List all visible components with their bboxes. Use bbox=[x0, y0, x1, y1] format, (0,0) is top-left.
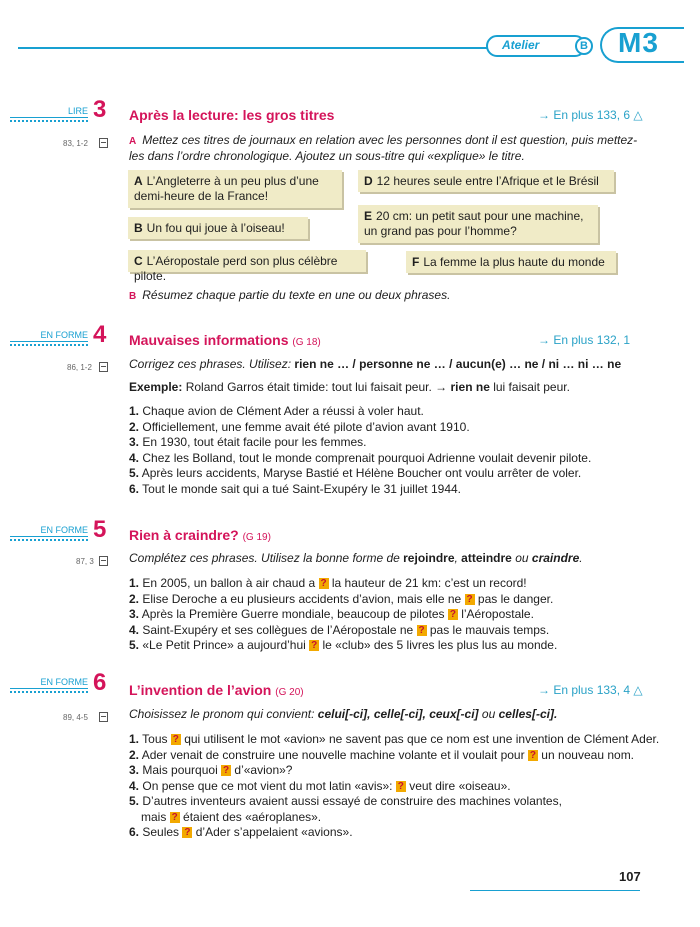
list-item: 1. Tous ? qui utilisent le mot «avion» ne savent pas que ce nom est une invention de Clément Ader. bbox=[129, 732, 660, 746]
item-text: «Le Petit Prince» a aujourd’hui bbox=[142, 638, 306, 652]
item-text: Ader venait de construire une nouvelle machine volante et il voulait pour bbox=[141, 747, 525, 762]
book-icon bbox=[99, 712, 108, 722]
instruction-text: Corrigez ces phrases. Utilisez: bbox=[129, 357, 292, 371]
exercise-list bbox=[129, 576, 679, 654]
item-text: le «club» des 5 livres les plus lus au monde. bbox=[322, 638, 558, 652]
instruction bbox=[129, 707, 669, 722]
item-text: d’Ader s’appelaient «avions». bbox=[195, 825, 353, 839]
pronoun-3: ceux[-ci] bbox=[429, 707, 479, 721]
pronoun-2: celle[-ci], bbox=[373, 707, 426, 721]
card-text: 12 heures seule entre l’Afrique et le Brésil bbox=[376, 174, 599, 188]
headline-card bbox=[358, 170, 614, 192]
instruction-text: Choisissez le pronom qui convient: bbox=[129, 707, 315, 721]
exercise-title bbox=[129, 332, 321, 348]
item-text: pas le mauvais temps. bbox=[429, 622, 550, 637]
blank-icon: ? bbox=[529, 749, 536, 761]
instruction bbox=[129, 357, 669, 372]
blank-icon: ? bbox=[418, 624, 425, 636]
instruction-text: Résumez chaque partie du texte en une ou deux phrases. bbox=[142, 288, 451, 302]
section-tag: EN FORME bbox=[40, 330, 88, 340]
tag-rule bbox=[10, 688, 88, 689]
instruction: Complétez ces phrases. Utilisez la bonne forme de rejoindre, atteindre ou craindre. bbox=[129, 551, 583, 565]
tag-dots bbox=[10, 539, 88, 541]
card-key: D bbox=[364, 174, 373, 188]
item-text: On pense que ce mot vient du mot latin «avis»: bbox=[142, 778, 393, 793]
item-text: Elise Deroche a eu plusieurs accidents d’avion, mais elle ne bbox=[142, 591, 462, 606]
arrow-icon: → bbox=[435, 380, 448, 394]
item-text: l’Aéropostale. bbox=[461, 607, 534, 621]
en-plus-ref: → En plus 133, 4 △ bbox=[538, 683, 643, 697]
pronoun-4: celles[-ci]. bbox=[498, 707, 558, 721]
list-item: 6. Tout le monde sait qui a tué Saint-Exupéry le 31 juillet 1944. bbox=[129, 481, 462, 496]
item-text: Après la Première Guerre mondiale, beaucoup de pilotes bbox=[141, 607, 445, 621]
headline-card bbox=[128, 217, 308, 239]
book-icon bbox=[99, 556, 108, 566]
section-tag: LIRE bbox=[67, 106, 88, 116]
instruction-b bbox=[129, 288, 649, 304]
exercise-title bbox=[129, 527, 271, 543]
item-text: Saint-Exupéry et ses collègues de l’Aéropostale ne bbox=[142, 622, 414, 637]
verb-3: craindre bbox=[531, 551, 580, 565]
atelier-badge: B bbox=[575, 37, 593, 55]
blank-icon: ? bbox=[223, 765, 230, 777]
card-key: C bbox=[134, 254, 143, 268]
item-text: D’autres inventeurs avaient aussi essayé de construire des machines volantes, bbox=[142, 794, 562, 808]
list-item: 2. Ader venait de construire une nouvelle machine volante et il voulait pour ? un nouveau nom. bbox=[129, 747, 635, 762]
blank-icon: ? bbox=[449, 609, 456, 621]
footer-rule bbox=[470, 890, 640, 891]
card-key: A bbox=[134, 174, 143, 188]
grammar-ref: (G 18) bbox=[292, 337, 321, 348]
page-number: 107 bbox=[619, 869, 641, 884]
item-text: Chez les Bolland, tout le monde comprenait pourquoi Adrienne voulait devenir pilote. bbox=[142, 450, 592, 465]
exercise-list bbox=[129, 732, 684, 841]
section-tag: EN FORME bbox=[40, 525, 88, 535]
list-item: 1. Chaque avion de Clément Ader a réussi à voler haut. bbox=[129, 404, 424, 418]
exercise-title bbox=[129, 682, 304, 698]
header-rule bbox=[18, 47, 488, 49]
exercise-number: 4 bbox=[93, 321, 107, 348]
blank-icon: ? bbox=[171, 811, 178, 823]
item-text: veut dire «oiseau». bbox=[409, 778, 511, 793]
card-text: Un fou qui joue à l’oiseau! bbox=[146, 221, 285, 235]
tag-rule bbox=[10, 117, 88, 118]
tag-dots bbox=[10, 344, 88, 346]
list-item: 4. Chez les Bolland, tout le monde comprenait pourquoi Adrienne voulait devenir pilote. bbox=[129, 450, 592, 465]
list-item: 4. On pense que ce mot vient du mot latin «avis»: ? veut dire «oiseau». bbox=[129, 778, 511, 793]
list-item: 3. En 1930, tout était facile pour les femmes. bbox=[129, 435, 367, 449]
headline-card bbox=[406, 251, 616, 273]
module-label: M3 bbox=[618, 27, 659, 58]
grammar-ref: (G 20) bbox=[275, 687, 304, 698]
item-text: Seules bbox=[142, 825, 180, 839]
part-letter: B bbox=[129, 291, 137, 302]
instruction-a bbox=[129, 133, 649, 164]
headline-card bbox=[128, 250, 366, 283]
card-key: E bbox=[364, 209, 373, 223]
book-icon bbox=[99, 138, 108, 148]
exercise-title: Après la lecture: les gros titres bbox=[129, 107, 335, 123]
card-text: 20 cm: un petit saut pour une machine, un grand pas pour l’homme? bbox=[364, 209, 584, 238]
card-key: F bbox=[412, 255, 420, 269]
grammar-ref: (G 19) bbox=[242, 532, 271, 543]
pronoun-1: celui[-ci], bbox=[317, 707, 371, 721]
exercise-list bbox=[129, 404, 669, 497]
exercise-title-text: Rien à craindre? bbox=[129, 527, 239, 543]
blank-icon: ? bbox=[466, 593, 473, 605]
exercise-number: 3 bbox=[93, 96, 107, 123]
workbook-ref: 87, 3 bbox=[76, 557, 94, 566]
workbook-ref: 86, 1-2 bbox=[67, 363, 92, 372]
item-text: pas le danger. bbox=[477, 591, 554, 606]
item-text: étaient des «aéroplanes». bbox=[183, 809, 322, 824]
tag-dots bbox=[10, 691, 88, 693]
list-item: 5. «Le Petit Prince» a aujourd’hui ? le «club» des 5 livres les plus lus au monde. bbox=[129, 638, 558, 652]
instruction-words: rien ne … / personne ne … / aucun(e) … ne / ni … ni … ne bbox=[294, 357, 622, 371]
list-item: 5. D’autres inventeurs avaient aussi essayé de construire des machines volantes, mais ? étaient des «aéroplanes». bbox=[129, 794, 562, 824]
tag-dots bbox=[10, 120, 88, 122]
exercise-number: 5 bbox=[93, 516, 107, 543]
blank-icon: ? bbox=[320, 578, 327, 590]
list-item: 5. Après leurs accidents, Maryse Bastié et Hélène Boucher ont voulu arrêter de voler. bbox=[129, 466, 582, 480]
headline-card bbox=[128, 170, 342, 208]
list-item: 6. Seules ? d’Ader s’appelaient «avions». bbox=[129, 825, 353, 839]
verb-2: atteindre bbox=[461, 551, 512, 565]
card-text: La femme la plus haute du monde bbox=[423, 255, 605, 269]
blank-icon: ? bbox=[311, 640, 318, 652]
section-tag: EN FORME bbox=[40, 677, 88, 687]
example-line bbox=[129, 380, 669, 396]
tag-rule bbox=[10, 341, 88, 342]
item-text: Tout le monde sait qui a tué Saint-Exupéry le 31 juillet 1944. bbox=[142, 481, 462, 496]
card-text: L’Aéropostale perd son plus célèbre pilote. bbox=[134, 254, 338, 283]
item-text: En 2005, un ballon à air chaud a bbox=[142, 576, 316, 590]
atelier-label: Atelier bbox=[502, 38, 540, 52]
item-text: En 1930, tout était facile pour les femmes. bbox=[142, 435, 367, 449]
blank-icon: ? bbox=[184, 827, 191, 839]
instruction-text: Complétez ces phrases. Utilisez la bonne forme de bbox=[129, 551, 400, 565]
card-text: L’Angleterre à un peu plus d’une demi-heure de la France! bbox=[134, 174, 319, 203]
verb-1: rejoindre bbox=[403, 551, 455, 565]
list-item: 3. Après la Première Guerre mondiale, beaucoup de pilotes ? l’Aéropostale. bbox=[129, 607, 534, 621]
item-text: la hauteur de 21 km: c’est un record! bbox=[331, 576, 527, 590]
item-text: Chaque avion de Clément Ader a réussi à voler haut. bbox=[142, 404, 424, 418]
or-word: ou bbox=[481, 707, 496, 721]
item-text: qui utilisent le mot «avion» ne savent pas que ce nom est une invention de Clément Ader. bbox=[184, 732, 660, 746]
exercise-title-text: Mauvaises informations bbox=[129, 332, 289, 348]
workbook-ref: 83, 1-2 bbox=[63, 139, 88, 148]
blank-icon: ? bbox=[172, 734, 179, 746]
item-text: mais bbox=[141, 809, 167, 824]
blank-icon: ? bbox=[397, 780, 404, 792]
list-item: 4. Saint-Exupéry et ses collègues de l’Aéropostale ne ? pas le mauvais temps. bbox=[129, 622, 550, 637]
example-label: Exemple: bbox=[129, 380, 183, 394]
workbook-ref: 89, 4-5 bbox=[63, 713, 88, 722]
book-icon bbox=[99, 362, 108, 372]
card-key: B bbox=[134, 221, 143, 235]
part-letter: A bbox=[129, 136, 137, 147]
item-text: Mais pourquoi bbox=[142, 763, 218, 777]
or-word: ou bbox=[515, 551, 529, 565]
list-item: 1. En 2005, un ballon à air chaud a ? la hauteur de 21 km: c’est un record! bbox=[129, 576, 527, 590]
exercise-title-text: L’invention de l’avion bbox=[129, 682, 272, 698]
item-text: Tous bbox=[142, 732, 168, 746]
item-text: d’«avion»? bbox=[234, 763, 293, 777]
item-text: Après leurs accidents, Maryse Bastié et Hélène Boucher ont voulu arrêter de voler. bbox=[141, 466, 582, 480]
example-text: Roland Garros était timide: tout lui faisait peur. bbox=[185, 380, 432, 394]
en-plus-ref: → En plus 133, 6 △ bbox=[538, 108, 643, 122]
en-plus-ref: → En plus 132, 1 bbox=[538, 333, 631, 347]
instruction-text: Mettez ces titres de journaux en relation avec les personnes dont il est question, puis mettez-les dans l’ordre chronologique. Ajoutez un sous-titre qui «explique» le titre. bbox=[129, 133, 638, 163]
exercise-number: 6 bbox=[93, 669, 107, 696]
list-item: 2. Elise Deroche a eu plusieurs accidents d’avion, mais elle ne ? pas le danger. bbox=[129, 591, 554, 606]
list-item: 3. Mais pourquoi ? d’«avion»? bbox=[129, 763, 293, 777]
list-item: 2. Officiellement, une femme avait été pilote d’avion avant 1910. bbox=[129, 419, 470, 434]
item-text: Officiellement, une femme avait été pilote d’avion avant 1910. bbox=[142, 419, 470, 434]
headline-card bbox=[358, 205, 598, 243]
example-answer: lui faisait peur. bbox=[493, 380, 570, 394]
tag-rule bbox=[10, 536, 88, 537]
example-answer-bold: rien ne bbox=[450, 380, 490, 394]
item-text: un nouveau nom. bbox=[541, 747, 635, 762]
